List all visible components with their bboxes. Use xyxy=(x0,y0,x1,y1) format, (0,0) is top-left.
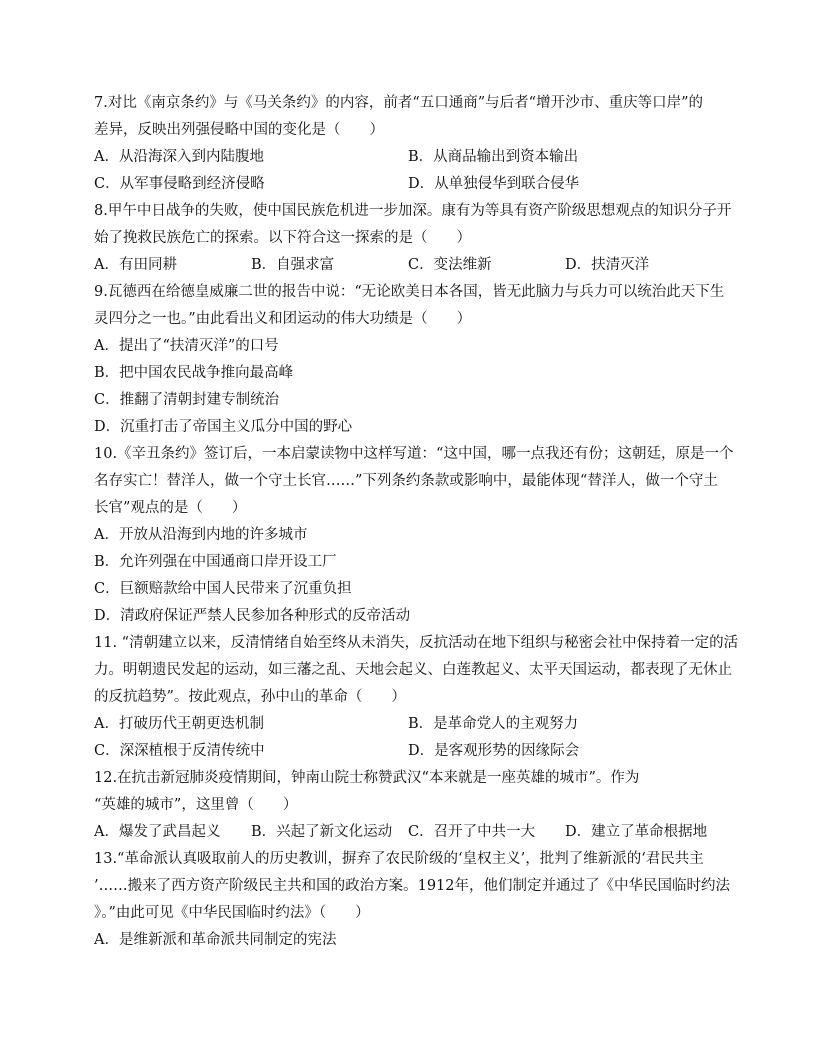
question-stem: 差异，反映出列强侵略中国的变化是（ ） xyxy=(94,122,384,138)
question-12 xyxy=(94,765,722,846)
option-b: B．是革命党人的主观努力 xyxy=(408,716,579,732)
option-b: B．把中国农民战争推向最高峰 xyxy=(94,365,294,381)
option-a: A．有田同耕 xyxy=(94,257,177,273)
option-a: A．开放从沿海到内地的许多城市 xyxy=(94,527,308,543)
option-b: B．自强求富 xyxy=(251,257,335,273)
question-stem: “英雄的城市”，这里曾（ ） xyxy=(94,797,298,813)
option-d: D．从单独侵华到联合侵华 xyxy=(408,176,580,192)
question-stem: 灵四分之一也。”由此看出义和团运动的伟大功绩是（ ） xyxy=(94,311,472,327)
option-row xyxy=(94,252,722,279)
option-c: C．召开了中共一大 xyxy=(408,824,536,840)
option-d: D．是客观形势的因缘际会 xyxy=(408,743,580,759)
option-row xyxy=(94,711,722,738)
option-a: A．从沿海深入到内陆腹地 xyxy=(94,149,264,165)
option-row xyxy=(94,819,722,846)
question-stem: 13.“革命派认真吸取前人的历史教训，摒弃了农民阶级的‘皇权主义’，批判了维新派的‘君民共主 xyxy=(94,851,704,867)
option-d: D．清政府保证严禁人民参加各种形式的反帝活动 xyxy=(94,608,411,624)
option-c: C．巨额赔款给中国人民带来了沉重负担 xyxy=(94,581,352,597)
question-stem: 力。明朝遗民发起的运动，如三藩之乱、天地会起义、白莲教起义、太平天国运动，都表现了无休止 xyxy=(94,662,732,678)
question-stem: 长官”观点的是（ ） xyxy=(94,500,247,516)
question-stem: 始了挽救民族危亡的探索。以下符合这一探索的是（ ） xyxy=(94,230,471,246)
question-stem: 8.甲午中日战争的失败，使中国民族危机进一步加深。康有为等具有资产阶级思想观点的知识分子开 xyxy=(94,203,732,219)
question-13 xyxy=(94,846,731,954)
option-c: C．推翻了清朝封建专制统治 xyxy=(94,392,280,408)
option-a: A．爆发了武昌起义 xyxy=(94,824,221,840)
option-c: C．深深植根于反清传统中 xyxy=(94,743,265,759)
option-b: B．兴起了新文化运动 xyxy=(251,824,393,840)
question-9 xyxy=(94,279,725,441)
option-a: A．是维新派和革命派共同制定的宪法 xyxy=(94,932,337,948)
option-a: A．提出了“扶清灭洋”的口号 xyxy=(94,338,279,354)
question-stem: 的反抗趋势”。按此观点，孙中山的革命（ ） xyxy=(94,689,406,705)
option-a: A．打破历代王朝更迭机制 xyxy=(94,716,264,732)
option-c: C．变法维新 xyxy=(408,257,492,273)
question-7 xyxy=(94,90,722,198)
option-d: D．沉重打击了帝国主义瓜分中国的野心 xyxy=(94,419,353,435)
option-c: C．从军事侵略到经济侵略 xyxy=(94,176,265,192)
question-stem: 11. “清朝建立以来，反清情绪自始至终从未消失，反抗活动在地下组织与秘密会社中保持着一定的活 xyxy=(94,635,739,651)
question-8 xyxy=(94,198,732,279)
question-stem: 12.在抗击新冠肺炎疫情期间，钟南山院士称赞武汉“本来就是一座英雄的城市”。作为 xyxy=(94,770,640,786)
exam-page xyxy=(94,90,739,954)
question-stem: 7.对比《南京条约》与《马关条约》的内容，前者“五口通商”与后者“增开沙市、重庆等口岸”的 xyxy=(94,95,703,111)
question-stem: 名存实亡！替洋人，做一个守土长官……”下列条约条款或影响中，最能体现“替洋人，做一个守土 xyxy=(94,473,718,489)
question-stem: 》。”由此可见《中华民国临时约法》（ ） xyxy=(94,905,370,921)
question-stem: 9.瓦德西在给德皇威廉二世的报告中说：“无论欧美日本各国，皆无此脑力与兵力可以统治此天下生 xyxy=(94,284,725,300)
question-10 xyxy=(94,441,734,630)
option-d: D．扶清灭洋 xyxy=(565,257,650,273)
option-row xyxy=(94,738,722,765)
option-row xyxy=(94,171,722,198)
question-11 xyxy=(94,630,739,765)
question-stem: ’……搬来了西方资产阶级民主共和国的政治方案。1912年，他们制定并通过了《中华民国临时约法 xyxy=(94,878,731,894)
option-row xyxy=(94,144,722,171)
option-b: B．从商品输出到资本输出 xyxy=(408,149,579,165)
option-d: D．建立了革命根据地 xyxy=(565,824,708,840)
option-b: B．允许列强在中国通商口岸开设工厂 xyxy=(94,554,337,570)
question-stem: 10.《辛丑条约》签订后，一本启蒙读物中这样写道：“这中国，哪一点我还有份；这朝廷，原是一个 xyxy=(94,446,734,462)
